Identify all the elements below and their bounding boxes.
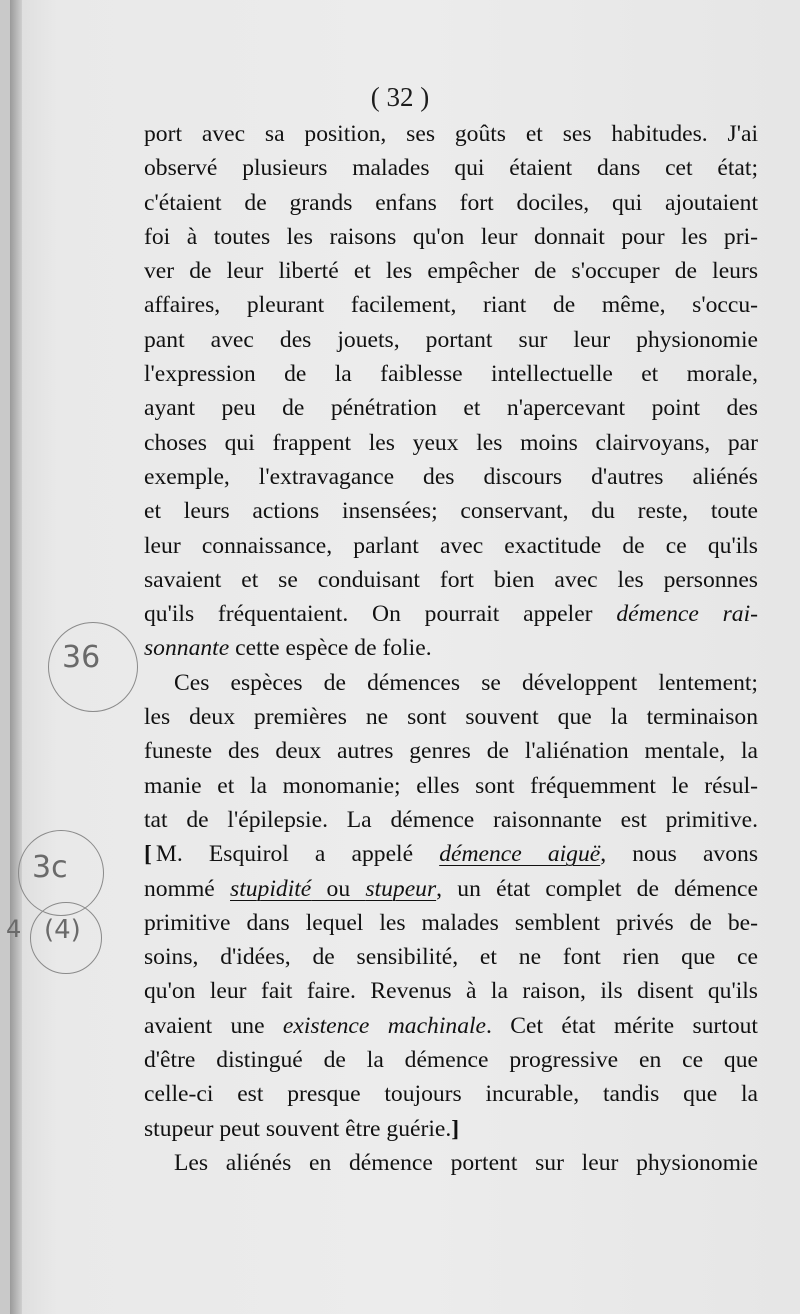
text-line: savaient et se conduisant fort bien avec les personnes <box>144 566 758 593</box>
text-line: nommé stupidité ou stupeur, un état complet de démence <box>144 875 758 902</box>
text-line: funeste des deux autres genres de l'aliénation mentale, la <box>144 738 758 765</box>
margin-note: (4) <box>44 915 81 945</box>
text-line: port avec sa position, ses goûts et ses habitudes. J'ai <box>144 121 758 147</box>
close-bracket-mark: ] <box>451 1115 460 1142</box>
italic-term: stupeur <box>365 875 437 902</box>
open-bracket-mark: [ <box>144 841 152 868</box>
italic-term: existence machinale <box>282 1012 487 1039</box>
text-line: stupeur peut souvent être guérie.] <box>144 1115 460 1142</box>
text-line: Ces espèces de démences se développent lentement; <box>174 669 758 696</box>
text-line: leur connaissance, parlant avec exactitude de ce qu'ils <box>144 532 758 559</box>
page-number: ( 32 ) <box>370 82 430 112</box>
italic-term: sonnante <box>144 635 230 662</box>
italic-term: démence aiguë <box>439 841 601 868</box>
text-line: observé plusieurs malades qui étaient dans cet état; <box>144 155 758 182</box>
text-line: l'expression de la faiblesse intellectuelle et morale, <box>144 361 758 388</box>
italic-term: démence rai- <box>616 601 758 628</box>
page-gutter-shadow <box>10 0 22 1314</box>
text-line: et leurs actions insensées; conservant, du reste, toute <box>144 498 758 525</box>
text-line: soins, d'idées, de sensibilité, et ne font rien que ce <box>144 944 758 971</box>
margin-note: 3c <box>32 850 68 885</box>
margin-note: 36 <box>62 640 101 675</box>
text-line: primitive dans lequel les malades semblent privés de be- <box>144 909 758 936</box>
text-line: c'étaient de grands enfans fort dociles, qui ajoutaient <box>144 189 758 216</box>
margin-note: 4 <box>6 915 22 943</box>
text-line: sonnante cette espèce de folie. <box>144 635 432 662</box>
text-line: affaires, pleurant facilement, riant de même, s'occu- <box>144 292 758 319</box>
body-text <box>144 117 758 1180</box>
text-line: pant avec des jouets, portant sur leur physionomie <box>144 326 758 353</box>
text-line: tat de l'épilepsie. La démence raisonnante est primitive. <box>144 806 758 833</box>
italic-term: stupidité <box>230 875 312 902</box>
text-line: les deux premières ne sont souvent que la terminaison <box>144 704 758 731</box>
text-line: d'être distingué de la démence progressive en ce que <box>144 1047 758 1074</box>
text-line: choses qui frappent les yeux les moins clairvoyans, par <box>144 429 758 456</box>
text-line: ver de leur liberté et les empêcher de s'occuper de leurs <box>144 258 758 285</box>
text-line: exemple, l'extravagance des discours d'autres aliénés <box>144 463 758 490</box>
text-line: qu'on leur fait faire. Revenus à la raison, ils disent qu'ils <box>144 978 758 1005</box>
text-line: [ M. Esquirol a appelé démence aiguë, nous avons <box>144 841 758 868</box>
text-line: manie et la monomanie; elles sont fréquemment le résul- <box>144 772 758 799</box>
text-line: Les aliénés en démence portent sur leur physionomie <box>174 1149 758 1176</box>
text-line: avaient une existence machinale. Cet état mérite surtout <box>144 1012 758 1039</box>
text-line: ayant peu de pénétration et n'apercevant point des <box>144 395 758 422</box>
text-line: foi à toutes les raisons qu'on leur donnait pour les pri- <box>144 223 758 250</box>
text-line: qu'ils fréquentaient. On pourrait appeler démence rai- <box>144 601 758 628</box>
text-line: celle-ci est presque toujours incurable, tandis que la <box>144 1081 758 1108</box>
